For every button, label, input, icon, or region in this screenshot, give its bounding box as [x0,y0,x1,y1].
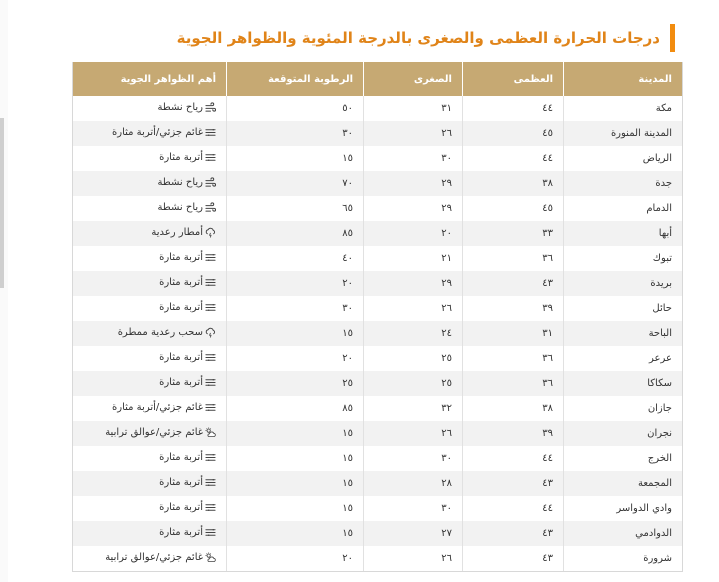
cell-weather [73,546,227,572]
cell-humidity: ٣٠ [227,121,364,146]
thunder-rain-icon [205,327,216,338]
cell-city: شرورة [564,546,683,572]
cell-city: حائل [564,296,683,321]
weather-phenomenon [159,377,216,388]
cell-humidity: ٧٠ [227,171,364,196]
table-row [73,521,683,546]
cell-min: ٢٧ [364,521,463,546]
cell-humidity: ٢٠ [227,546,364,572]
wind-icon [205,202,216,213]
table-row [73,421,683,446]
header-city: المدينة [564,62,683,96]
weather-label: غائم جزئي/أتربة مثارة [112,126,203,138]
weather-label: أتربة مثارة [159,476,203,488]
weather-phenomenon [159,277,216,288]
cell-city: نجران [564,421,683,446]
cell-min: ٢٩ [364,271,463,296]
cell-min: ٣١ [364,96,463,121]
weather-phenomenon [112,127,216,138]
table-body [73,96,683,572]
table-row [73,346,683,371]
weather-label: غائم جزئي/عوالق ترابية [105,551,203,563]
cell-weather [73,121,227,146]
table-header-row [73,62,683,96]
table-row [73,321,683,346]
cell-humidity: ٢٠ [227,346,364,371]
page-title: درجات الحرارة العظمى والصغرى بالدرجة المئوية والظواهر الجوية [176,29,660,47]
cell-max: ٤٤ [463,146,564,171]
table-row [73,271,683,296]
cell-max: ٣٦ [463,346,564,371]
cell-weather [73,421,227,446]
table-row [73,546,683,572]
weather-label: أتربة مثارة [159,501,203,513]
cell-min: ٣٠ [364,446,463,471]
partly-cloudy-icon [205,427,216,438]
table-row [73,121,683,146]
header-max: العظمى [463,62,564,96]
cell-weather [73,196,227,221]
cell-humidity: ١٥ [227,496,364,521]
cell-min: ٣٠ [364,146,463,171]
cell-min: ٢٤ [364,321,463,346]
weather-label: أتربة مثارة [159,301,203,313]
table-row [73,471,683,496]
cell-city: الدوادمي [564,521,683,546]
cell-humidity: ١٥ [227,321,364,346]
page-left-edge [0,0,8,582]
cell-min: ٢٩ [364,171,463,196]
weather-phenomenon [159,477,216,488]
cell-weather [73,496,227,521]
dust-icon [205,152,216,163]
weather-phenomenon [159,452,216,463]
cell-humidity: ٨٥ [227,221,364,246]
table-row [73,196,683,221]
cell-min: ٣٠ [364,496,463,521]
table-row [73,371,683,396]
cell-weather [73,371,227,396]
dust-icon [205,402,216,413]
weather-label: أتربة مثارة [159,351,203,363]
dust-icon [205,127,216,138]
cell-city: تبوك [564,246,683,271]
weather-phenomenon [159,252,216,263]
cell-min: ٢٦ [364,296,463,321]
dust-icon [205,252,216,263]
dust-icon [205,477,216,488]
cell-max: ٣٨ [463,171,564,196]
cell-max: ٣٩ [463,296,564,321]
weather-phenomenon [118,327,216,338]
weather-label: رياح نشطة [157,176,203,188]
weather-label: أتربة مثارة [159,251,203,263]
cell-max: ٣٨ [463,396,564,421]
cell-weather [73,296,227,321]
weather-label: أتربة مثارة [159,451,203,463]
table-row [73,446,683,471]
weather-phenomenon [159,352,216,363]
cell-min: ٢٦ [364,546,463,572]
cell-max: ٤٥ [463,196,564,221]
cell-max: ٣٩ [463,421,564,446]
cell-humidity: ٨٥ [227,396,364,421]
weather-phenomenon [157,102,216,113]
weather-label: أتربة مثارة [159,151,203,163]
cell-min: ٢٥ [364,346,463,371]
table-row [73,221,683,246]
cell-humidity: ١٥ [227,446,364,471]
cell-weather [73,396,227,421]
cell-weather [73,246,227,271]
cell-min: ٢٦ [364,421,463,446]
cell-city: بريدة [564,271,683,296]
cell-humidity: ٢٠ [227,271,364,296]
table-row [73,496,683,521]
table-row [73,246,683,271]
weather-phenomenon [105,427,216,438]
dust-icon [205,377,216,388]
weather-phenomenon [159,527,216,538]
weather-label: أتربة مثارة [159,276,203,288]
dust-icon [205,452,216,463]
cell-min: ٢١ [364,246,463,271]
table-row [73,396,683,421]
cell-humidity: ٤٠ [227,246,364,271]
cell-city: الخرج [564,446,683,471]
cell-max: ٣٦ [463,246,564,271]
weather-phenomenon [151,227,216,238]
dust-icon [205,277,216,288]
cell-humidity: ١٥ [227,521,364,546]
cell-weather [73,146,227,171]
weather-phenomenon [157,202,216,213]
dust-icon [205,302,216,313]
header-weather: أهم الظواهر الجوية [73,62,227,96]
table-row [73,146,683,171]
cell-weather [73,171,227,196]
cell-weather [73,96,227,121]
cell-humidity: ١٥ [227,146,364,171]
cell-max: ٤٣ [463,271,564,296]
cell-max: ٤٣ [463,546,564,572]
weather-label: أتربة مثارة [159,376,203,388]
cell-min: ٢٦ [364,121,463,146]
cell-city: عرعر [564,346,683,371]
weather-label: رياح نشطة [157,201,203,213]
weather-phenomenon [112,402,216,413]
cell-max: ٤٤ [463,496,564,521]
weather-phenomenon [159,502,216,513]
weather-label: رياح نشطة [157,101,203,113]
cell-city: جدة [564,171,683,196]
cell-weather [73,471,227,496]
dust-icon [205,352,216,363]
weather-phenomenon [159,302,216,313]
weather-phenomenon [105,552,216,563]
weather-label: أتربة مثارة [159,526,203,538]
cell-city: المدينة المنورة [564,121,683,146]
cell-city: مكة [564,96,683,121]
cell-weather [73,521,227,546]
cell-city: الباحة [564,321,683,346]
weather-table-container [72,62,682,572]
cell-city: الرياض [564,146,683,171]
cell-city: أبها [564,221,683,246]
weather-label: غائم جزئي/أتربة مثارة [112,401,203,413]
cell-min: ٢٠ [364,221,463,246]
cell-humidity: ١٥ [227,471,364,496]
header-min: الصغرى [364,62,463,96]
partly-cloudy-icon [205,552,216,563]
weather-label: غائم جزئي/عوالق ترابية [105,426,203,438]
table-row [73,171,683,196]
cell-max: ٣٣ [463,221,564,246]
cell-max: ٤٥ [463,121,564,146]
scrollbar[interactable] [0,118,4,288]
cell-city: جازان [564,396,683,421]
cell-city: وادي الدواسر [564,496,683,521]
cell-humidity: ٢٥ [227,371,364,396]
cell-weather [73,321,227,346]
cell-min: ٢٨ [364,471,463,496]
cell-max: ٣١ [463,321,564,346]
header-humidity: الرطوبة المتوقعة [227,62,364,96]
cell-min: ٢٩ [364,196,463,221]
cell-min: ٣٢ [364,396,463,421]
cell-city: سكاكا [564,371,683,396]
weather-label: أمطار رعدية [151,226,203,238]
cell-city: المجمعة [564,471,683,496]
cell-max: ٤٣ [463,471,564,496]
dust-icon [205,527,216,538]
cell-min: ٢٥ [364,371,463,396]
cell-city: الدمام [564,196,683,221]
cell-max: ٤٤ [463,96,564,121]
table-row [73,96,683,121]
cell-max: ٤٣ [463,521,564,546]
cell-humidity: ١٥ [227,421,364,446]
cell-humidity: ٥٠ [227,96,364,121]
section-title [177,24,675,52]
cell-weather [73,346,227,371]
cell-humidity: ٣٠ [227,296,364,321]
cell-humidity: ٦٥ [227,196,364,221]
cell-max: ٣٦ [463,371,564,396]
weather-table [72,62,683,572]
weather-phenomenon [157,177,216,188]
cell-weather [73,221,227,246]
thunder-rain-icon [205,227,216,238]
cell-weather [73,271,227,296]
weather-phenomenon [159,152,216,163]
table-row [73,296,683,321]
wind-icon [205,177,216,188]
wind-icon [205,102,216,113]
weather-label: سحب رعدية ممطرة [117,326,203,338]
cell-max: ٤٤ [463,446,564,471]
cell-weather [73,446,227,471]
dust-icon [205,502,216,513]
